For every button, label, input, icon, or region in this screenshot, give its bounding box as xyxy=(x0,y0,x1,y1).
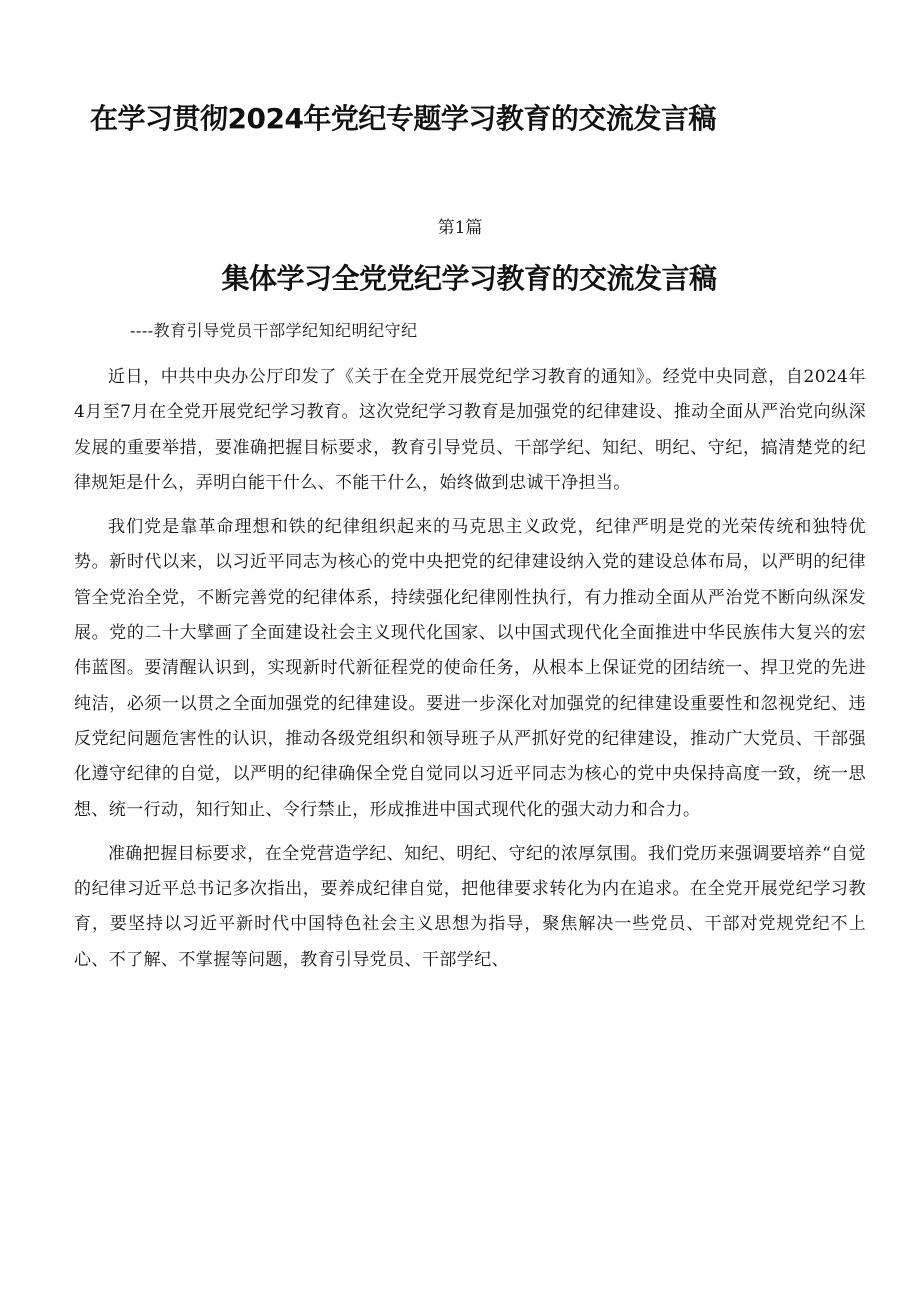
paragraph-3: 准确把握目标要求，在全党营造学纪、知纪、明纪、守纪的浓厚氛围。我们党历来强调要培养“自觉的纪律习近平总书记多次指出，要养成纪律自觉，把他律要求转化为内在追求。在全党开展党纪学习教育，要坚持以习近平新时代中国特色社会主义思想为指导，聚焦解决一些党员、干部对党规党纪不上心、不了解、不掌握等问题，教育引导党员、干部学纪、 xyxy=(74,843,866,970)
section-subtitle: ----教育引导党员干部学纪知纪明纪守纪 xyxy=(130,321,418,340)
section-title: 集体学习全党党纪学习教育的交流发言稿 xyxy=(221,262,717,295)
paragraph-1: 近日，中共中央办公厅印发了《关于在全党开展党纪学习教育的通知》。经党中央同意，自2024年4月至7月在全党开展党纪学习教育。这次党纪学习教育是加强党的纪律建设、推动全面从严治党向纵深发展的重要举措，要准确把握目标要求，教育引导党员、干部学纪、知纪、明纪、守纪，搞清楚党的纪律规矩是什么，弄明白能干什么、不能干什么，始终做到忠诚干净担当。 xyxy=(74,367,866,493)
part-label: 第1篇 xyxy=(437,218,483,238)
paragraph-2: 我们党是靠革命理想和铁的纪律组织起来的马克思主义政党，纪律严明是党的光荣传统和独特优势。新时代以来，以习近平同志为核心的党中央把党的纪律建设纳入党的建设总体布局，以严明的纪律管全党治全党，不断完善党的纪律体系，持续强化纪律刚性执行，有力推动全面从严治党不断向纵深发展。党的二十大擘画了全面建设社会主义现代化国家、以中国式现代化全面推进中华民族伟大复兴的宏伟蓝图。要清醒认识到，实现新时代新征程党的使命任务，从根本上保证党的团结统一、捍卫党的先进纯洁，必须一以贯之全面加强党的纪律建设。要进一步深化对加强党的纪律建设重要性和忽视党纪、违反党纪问题危害性的认识，推动各级党组织和领导班子从严抓好党的纪律建设，推动广大党员、干部强化遵守纪律的自觉，以严明的纪律确保全党自觉同以习近平同志为核心的党中央保持高度一致，统一思想、统一行动，知行知止、令行禁止，形成推进中国式现代化的强大动力和合力。 xyxy=(74,517,866,820)
document-title: 在学习贯彻2024年党纪专题学习教育的交流发言稿 xyxy=(90,102,716,135)
body-text xyxy=(74,360,866,987)
